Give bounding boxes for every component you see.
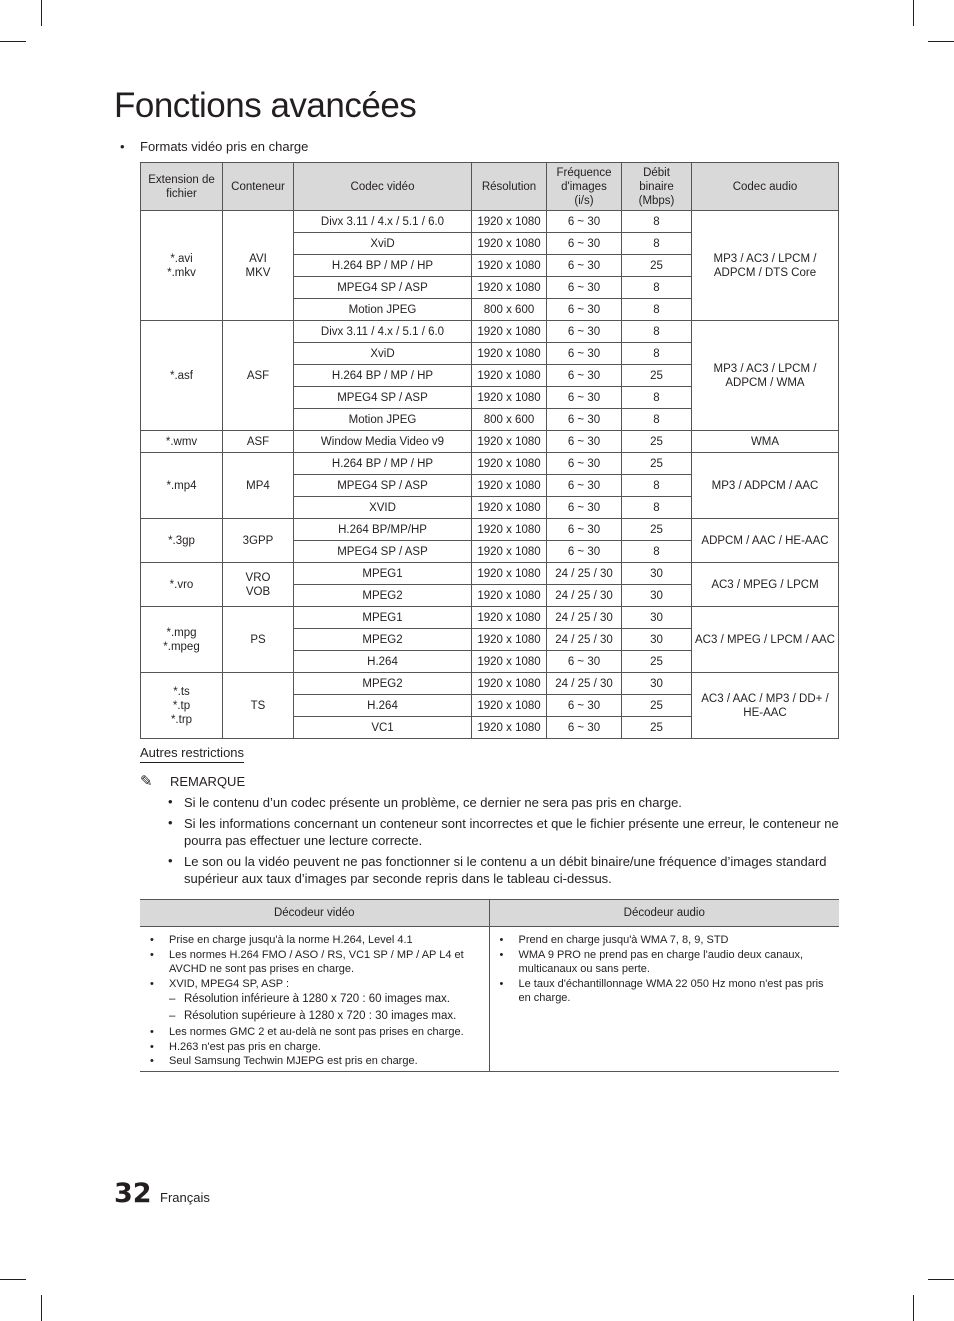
framerate-cell: 6 ~ 30 [547,431,622,453]
framerate-cell: 6 ~ 30 [547,365,622,387]
table-header-row [141,163,839,211]
col-header: Résolution [472,163,547,211]
list-item: • H.263 n'est pas pris en charge. [140,1040,489,1055]
bitrate-cell: 8 [622,211,692,233]
note-label: REMARQUE [170,774,246,789]
video-codec-cell: H.264 [294,695,472,717]
framerate-cell: 6 ~ 30 [547,475,622,497]
framerate-cell: 6 ~ 30 [547,717,622,739]
framerate-cell: 6 ~ 30 [547,277,622,299]
resolution-cell: 1920 x 1080 [472,321,547,343]
framerate-cell: 6 ~ 30 [547,211,622,233]
note-list [168,794,840,891]
container-cell: PS [223,607,294,673]
audio-codec-cell: MP3 / ADPCM / AAC [692,453,839,519]
framerate-cell: 6 ~ 30 [547,497,622,519]
video-codec-cell: MPEG2 [294,629,472,651]
resolution-cell: 1920 x 1080 [472,607,547,629]
video-codec-cell: XVID [294,497,472,519]
resolution-cell: 1920 x 1080 [472,717,547,739]
framerate-cell: 24 / 25 / 30 [547,607,622,629]
video-codec-cell: H.264 BP/MP/HP [294,519,472,541]
resolution-cell: 1920 x 1080 [472,695,547,717]
container-cell: ASF [223,431,294,453]
crop-mark [928,1279,954,1280]
bitrate-cell: 25 [622,453,692,475]
framerate-cell: 6 ~ 30 [547,233,622,255]
list-item: • Si les informations concernant un conteneur sont incorrectes et que le fichier présente une erreur, le conteneur ne pourra pas effectuer une lecture correcte. [168,815,840,849]
video-codec-cell: H.264 BP / MP / HP [294,365,472,387]
table-row [141,453,839,475]
video-codec-cell: MPEG4 SP / ASP [294,277,472,299]
resolution-cell: 1920 x 1080 [472,255,547,277]
video-codec-cell: H.264 BP / MP / HP [294,255,472,277]
bitrate-cell: 25 [622,717,692,739]
col-header: Extension de fichier [141,163,223,211]
bitrate-cell: 30 [622,563,692,585]
bitrate-cell: 25 [622,651,692,673]
crop-mark [0,41,26,42]
audio-codec-cell: ADPCM / AAC / HE-AAC [692,519,839,563]
col-header: Conteneur [223,163,294,211]
page-number: 32 [114,1178,152,1209]
framerate-cell: 6 ~ 30 [547,321,622,343]
extension-cell: *.avi *.mkv [141,211,223,321]
container-cell: ASF [223,321,294,431]
list-item: • Prend en charge jusqu'à WMA 7, 8, 9, STD [490,933,840,948]
audio-decoder-cell [489,927,839,1072]
list-item: • Seul Samsung Techwin MJEPG est pris en charge. [140,1054,489,1069]
resolution-cell: 1920 x 1080 [472,453,547,475]
crop-mark [41,1295,42,1321]
extension-cell: *.vro [141,563,223,607]
bitrate-cell: 30 [622,673,692,695]
col-header: Décodeur audio [489,900,839,927]
list-item: • Le taux d'échantillonnage WMA 22 050 Hz mono n'est pas pris en charge. [490,977,840,1006]
col-header: Codec audio [692,163,839,211]
extension-cell: *.asf [141,321,223,431]
resolution-cell: 1920 x 1080 [472,629,547,651]
video-codec-cell: Divx 3.11 / 4.x / 5.1 / 6.0 [294,321,472,343]
framerate-cell: 6 ~ 30 [547,453,622,475]
video-codec-cell: MPEG4 SP / ASP [294,387,472,409]
video-codec-cell: VC1 [294,717,472,739]
bitrate-cell: 8 [622,233,692,255]
video-codec-cell: Motion JPEG [294,299,472,321]
video-codec-cell: Divx 3.11 / 4.x / 5.1 / 6.0 [294,211,472,233]
crop-mark [41,0,42,26]
resolution-cell: 1920 x 1080 [472,651,547,673]
list-item: • Le son ou la vidéo peuvent ne pas fonctionner si le contenu a un débit binaire/une fréquence d’images standard supérieur aux taux d’images par seconde repris dans le tableau ci-dessus. [168,853,840,887]
resolution-cell: 1920 x 1080 [472,431,547,453]
list-item: – Résolution inférieure à 1280 x 720 : 60 images max. [140,991,489,1008]
table-header-row [140,900,839,927]
list-item: • XVID, MPEG4 SP, ASP : [140,977,489,992]
video-decoder-cell [140,927,489,1072]
resolution-cell: 1920 x 1080 [472,211,547,233]
video-codec-cell: MPEG4 SP / ASP [294,475,472,497]
container-cell: 3GPP [223,519,294,563]
bitrate-cell: 25 [622,519,692,541]
resolution-cell: 1920 x 1080 [472,277,547,299]
table-body [141,211,839,739]
table-row [141,563,839,585]
audio-codec-cell: AC3 / MPEG / LPCM / AAC [692,607,839,673]
bitrate-cell: 25 [622,365,692,387]
list-item: • Les normes H.264 FMO / ASO / RS, VC1 SP / MP / AP L4 et AVCHD ne sont pas prises en charge. [140,948,489,977]
resolution-cell: 1920 x 1080 [472,673,547,695]
container-cell: VRO VOB [223,563,294,607]
framerate-cell: 6 ~ 30 [547,255,622,277]
bitrate-cell: 8 [622,497,692,519]
col-header: Fréquence d'images (i/s) [547,163,622,211]
crop-mark [913,1295,914,1321]
framerate-cell: 24 / 25 / 30 [547,585,622,607]
page-language: Français [160,1190,210,1205]
resolution-cell: 1920 x 1080 [472,519,547,541]
video-codec-cell: MPEG1 [294,563,472,585]
decoders-table [140,899,839,1072]
container-cell: TS [223,673,294,739]
container-cell: MP4 [223,453,294,519]
framerate-cell: 6 ~ 30 [547,387,622,409]
framerate-cell: 6 ~ 30 [547,695,622,717]
framerate-cell: 6 ~ 30 [547,299,622,321]
intro-bullet [120,139,308,154]
table-row [141,321,839,343]
bitrate-cell: 25 [622,255,692,277]
video-codec-cell: Window Media Video v9 [294,431,472,453]
crop-mark [928,41,954,42]
video-codec-cell: XviD [294,343,472,365]
resolution-cell: 800 x 600 [472,409,547,431]
table-row [141,673,839,695]
extension-cell: *.wmv [141,431,223,453]
video-codec-cell: Motion JPEG [294,409,472,431]
bitrate-cell: 8 [622,409,692,431]
intro-text: Formats vidéo pris en charge [140,139,309,154]
bitrate-cell: 30 [622,585,692,607]
bitrate-cell: 8 [622,475,692,497]
bitrate-cell: 8 [622,277,692,299]
container-cell: AVI MKV [223,211,294,321]
framerate-cell: 24 / 25 / 30 [547,629,622,651]
page-title: Fonctions avancées [114,86,417,125]
table-row [141,607,839,629]
audio-codec-cell: AC3 / AAC / MP3 / DD+ / HE-AAC [692,673,839,739]
bitrate-cell: 8 [622,541,692,563]
framerate-cell: 6 ~ 30 [547,519,622,541]
extension-cell: *.3gp [141,519,223,563]
list-item: – Résolution supérieure à 1280 x 720 : 30 images max. [140,1008,489,1025]
resolution-cell: 1920 x 1080 [472,475,547,497]
crop-mark [0,1279,26,1280]
table-row [140,927,839,1072]
page-footer [114,1178,210,1209]
resolution-cell: 1920 x 1080 [472,585,547,607]
bitrate-cell: 25 [622,431,692,453]
table-row [141,211,839,233]
crop-mark [913,0,914,26]
col-header: Décodeur vidéo [140,900,489,927]
bullet-icon: • [120,139,125,154]
framerate-cell: 6 ~ 30 [547,651,622,673]
resolution-cell: 1920 x 1080 [472,563,547,585]
pencil-icon: ✎ [140,773,153,790]
bitrate-cell: 25 [622,695,692,717]
table-row [141,431,839,453]
framerate-cell: 24 / 25 / 30 [547,673,622,695]
note-heading [140,772,245,790]
video-codec-cell: H.264 BP / MP / HP [294,453,472,475]
bitrate-cell: 30 [622,607,692,629]
framerate-cell: 24 / 25 / 30 [547,563,622,585]
resolution-cell: 1920 x 1080 [472,233,547,255]
resolution-cell: 1920 x 1080 [472,343,547,365]
video-formats-table [140,162,839,739]
video-codec-cell: MPEG1 [294,607,472,629]
bitrate-cell: 8 [622,387,692,409]
col-header: Débit binaire (Mbps) [622,163,692,211]
resolution-cell: 1920 x 1080 [472,497,547,519]
audio-codec-cell: AC3 / MPEG / LPCM [692,563,839,607]
list-item: • Si le contenu d’un codec présente un problème, ce dernier ne sera pas pris en charge. [168,794,840,811]
audio-codec-cell: MP3 / AC3 / LPCM / ADPCM / DTS Core [692,211,839,321]
video-decoder-list [140,933,489,1069]
video-codec-cell: H.264 [294,651,472,673]
bitrate-cell: 8 [622,299,692,321]
extension-cell: *.mpg *.mpeg [141,607,223,673]
video-codec-cell: MPEG2 [294,673,472,695]
audio-codec-cell: WMA [692,431,839,453]
extension-cell: *.mp4 [141,453,223,519]
list-item: • Prise en charge jusqu'à la norme H.264, Level 4.1 [140,933,489,948]
list-item: • Les normes GMC 2 et au-delà ne sont pas prises en charge. [140,1025,489,1040]
extension-cell: *.ts *.tp *.trp [141,673,223,739]
framerate-cell: 6 ~ 30 [547,541,622,563]
bitrate-cell: 8 [622,321,692,343]
resolution-cell: 1920 x 1080 [472,541,547,563]
video-codec-cell: MPEG2 [294,585,472,607]
section-title: Autres restrictions [140,745,244,763]
video-codec-cell: MPEG4 SP / ASP [294,541,472,563]
framerate-cell: 6 ~ 30 [547,409,622,431]
list-item: • WMA 9 PRO ne prend pas en charge l'audio deux canaux, multicanaux ou sans perte. [490,948,840,977]
col-header: Codec vidéo [294,163,472,211]
audio-decoder-list [490,933,840,1006]
framerate-cell: 6 ~ 30 [547,343,622,365]
video-codec-cell: XviD [294,233,472,255]
resolution-cell: 1920 x 1080 [472,387,547,409]
table-row [141,519,839,541]
audio-codec-cell: MP3 / AC3 / LPCM / ADPCM / WMA [692,321,839,431]
resolution-cell: 800 x 600 [472,299,547,321]
bitrate-cell: 8 [622,343,692,365]
bitrate-cell: 30 [622,629,692,651]
resolution-cell: 1920 x 1080 [472,365,547,387]
